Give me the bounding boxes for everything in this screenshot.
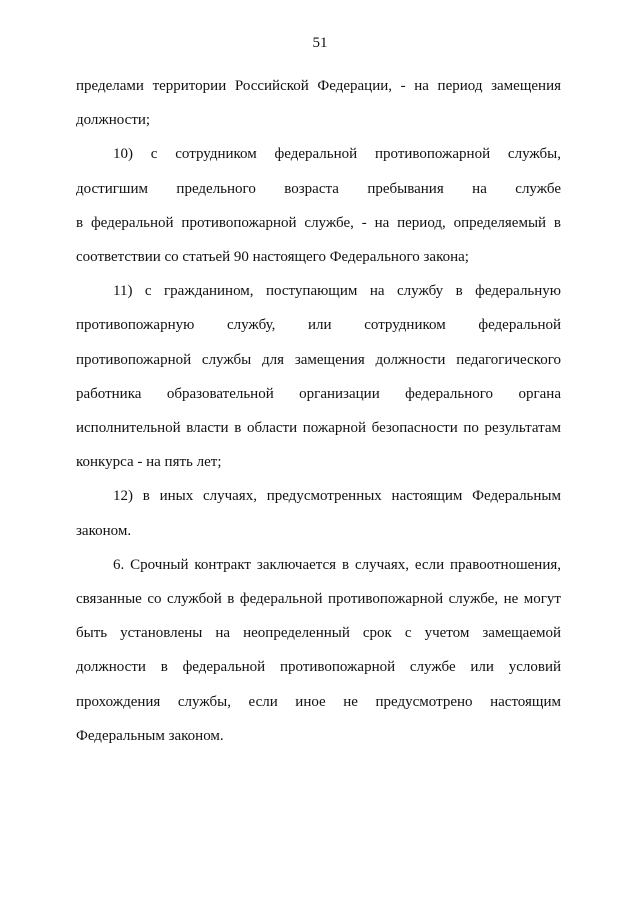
text-line: 10) с сотрудником федеральной противопожарной службы, <box>113 146 561 163</box>
text-line: в федеральной противопожарной службе, - на период, определяемый в <box>76 214 561 231</box>
text-line: противопожарной службы для замещения должности педагогического <box>76 351 561 368</box>
text-line: быть установлены на неопределенный срок с учетом замещаемой <box>76 625 561 642</box>
text-line: конкурса - на пять лет; <box>76 454 222 471</box>
text-line: работника образовательной организации федерального органа <box>76 385 561 402</box>
text-line: исполнительной власти в области пожарной безопасности по результатам <box>76 420 561 437</box>
text-line: 12) в иных случаях, предусмотренных настоящим Федеральным <box>113 488 561 505</box>
text-line: прохождения службы, если иное не предусмотрено настоящим <box>76 693 561 710</box>
text-line: 6. Срочный контракт заключается в случаях, если правоотношения, <box>113 556 561 573</box>
page-number: 51 <box>312 35 328 51</box>
text-line: законом. <box>76 522 132 539</box>
text-line: должности; <box>76 112 151 129</box>
text-line: 11) с гражданином, поступающим на службу в федеральную <box>113 283 561 300</box>
text-line: достигшим предельного возраста пребывания на службе <box>76 180 561 197</box>
body-text <box>76 69 561 753</box>
text-line: соответствии со статьей 90 настоящего Федерального закона; <box>76 249 469 266</box>
text-line: противопожарную службу, или сотрудником федеральной <box>76 317 561 334</box>
text-line: должности в федеральной противопожарной службе или условий <box>76 659 561 676</box>
text-line: связанные со службой в федеральной противопожарной службе, не могут <box>76 591 561 608</box>
text-line: Федеральным законом. <box>76 727 224 744</box>
text-line: пределами территории Российской Федерации, - на период замещения <box>76 78 561 94</box>
